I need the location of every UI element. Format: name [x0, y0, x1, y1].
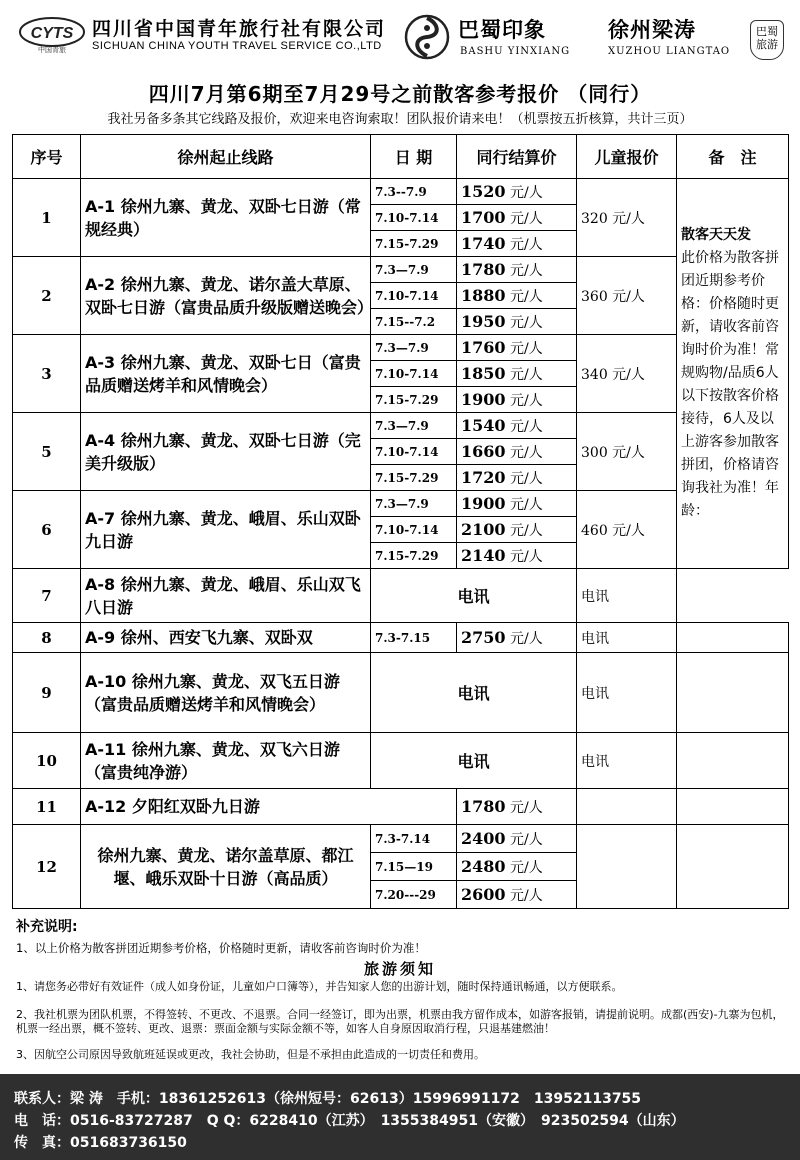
row-date: 7.20---29 [371, 881, 457, 909]
row-no: 8 [13, 623, 81, 653]
table-header-row [13, 135, 789, 179]
brand-name-en: BASHU YINXIANG [460, 46, 571, 57]
row-no: 5 [13, 413, 81, 491]
row-price: 1520 元/人 [457, 179, 577, 205]
row-route: A-12 夕阳红双卧九日游 [81, 789, 457, 825]
brand-name-cn: 巴蜀印象 [458, 18, 546, 42]
row-date: 7.15-7.29 [371, 387, 457, 413]
table-row [13, 179, 789, 205]
row-price: 1700 元/人 [457, 205, 577, 231]
row-price: 2140 元/人 [457, 543, 577, 569]
row-date: 7.3—7.9 [371, 335, 457, 361]
row-date: 7.3-7.14 [371, 825, 457, 853]
row-date: 7.15--7.2 [371, 309, 457, 335]
table-row [13, 491, 789, 517]
footer-contact-mobile: 联系人：梁 涛 手机：18361252613（徐州短号：62613）15996991172 13952113755 [14, 1091, 642, 1107]
row-no: 12 [13, 825, 81, 909]
footer-fax: 传 真：051683736150 [14, 1135, 187, 1151]
remarks-empty [677, 733, 789, 789]
table-row [13, 733, 789, 789]
remarks-empty [677, 789, 789, 825]
table-row [13, 569, 789, 623]
row-route: A-8 徐州九寨、黄龙、峨眉、乐山双飞八日游 [81, 569, 371, 623]
price-table [12, 134, 789, 909]
row-child-price: 340 元/人 [577, 335, 677, 413]
row-date: 7.10-7.14 [371, 439, 457, 465]
row-date: 7.15—19 [371, 853, 457, 881]
row-price: 1950 元/人 [457, 309, 577, 335]
company-name-en: SICHUAN CHINA YOUTH TRAVEL SERVICE CO.,LTD [92, 40, 382, 52]
table-row [13, 623, 789, 653]
row-child-price: 360 元/人 [577, 257, 677, 335]
row-price-phone: 电讯 [371, 733, 577, 789]
row-price: 1740 元/人 [457, 231, 577, 257]
row-route: A-9 徐州、西安飞九寨、双卧双 [81, 623, 371, 653]
row-route: A-1 徐州九寨、黄龙、双卧七日游（常规经典） [81, 179, 371, 257]
supplement-title: 补充说明: [16, 919, 78, 935]
row-route: A-7 徐州九寨、黄龙、峨眉、乐山双卧九日游 [81, 491, 371, 569]
row-child-price: 电讯 [577, 569, 677, 623]
row-date: 7.10-7.14 [371, 283, 457, 309]
header-note: 备 注 [677, 135, 789, 179]
row-price: 1900 元/人 [457, 491, 577, 517]
row-date: 7.3—7.9 [371, 413, 457, 439]
table-row [13, 825, 789, 853]
page-subtitle: 我社另备多条其它线路及报价，欢迎来电咨询索取！团队报价请来电！（机票按五折核算，共计三页） [107, 112, 693, 127]
table-row [13, 653, 789, 733]
row-price: 2750 元/人 [457, 623, 577, 653]
footer-phone-qq: 电 话：0516-83727287 Q Q：6228410（江苏） 1355384951（安徽） 923502594（山东） [14, 1113, 685, 1129]
letterhead [0, 0, 800, 72]
row-child-price: 300 元/人 [577, 413, 677, 491]
row-price: 1540 元/人 [457, 413, 577, 439]
row-no: 10 [13, 733, 81, 789]
header-date: 日 期 [371, 135, 457, 179]
taiji-brand-icon [404, 14, 450, 60]
table-row [13, 789, 789, 825]
remarks-title: 散客天天发 [681, 227, 751, 243]
supplement-item: 1、以上价格为散客拼团近期参考价格，价格随时更新，请收客前咨询时价为准！ [16, 941, 426, 955]
remarks-body: 此价格为散客拼团近期参考价格：价格随时更新，请收客前咨询时价为准！常规购物/品质6人以下按散客价格接待，6人及以上游客参加散客拼团，价格请咨询我社为准！年龄： [681, 250, 779, 519]
row-child-price: 320 元/人 [577, 179, 677, 257]
row-date: 7.3—7.9 [371, 257, 457, 283]
row-price: 2480 元/人 [457, 853, 577, 881]
row-price: 2400 元/人 [457, 825, 577, 853]
row-price-phone: 电讯 [371, 569, 577, 623]
header-no: 序号 [13, 135, 81, 179]
row-no: 6 [13, 491, 81, 569]
header-child: 儿童报价 [577, 135, 677, 179]
row-route: 徐州九寨、黄龙、诺尔盖草原、都江堰、峨乐双卧十日游（高品质） [81, 825, 371, 909]
row-date: 7.10-7.14 [371, 361, 457, 387]
row-route: A-10 徐州九寨、黄龙、双飞五日游（富贵品质赠送烤羊和风情晚会） [81, 653, 371, 733]
cyts-logo-icon [18, 14, 86, 54]
contact-footer [0, 1074, 800, 1160]
remarks-empty [677, 825, 789, 909]
svg-text:中国青旅: 中国青旅 [38, 46, 66, 54]
row-route: A-11 徐州九寨、黄龙、双飞六日游（富贵纯净游） [81, 733, 371, 789]
row-child-price: 电讯 [577, 733, 677, 789]
company-name-cn: 四川省中国青年旅行社有限公司 [92, 18, 387, 40]
row-child-price-empty [577, 789, 677, 825]
row-date: 7.15-7.29 [371, 465, 457, 491]
row-price: 2600 元/人 [457, 881, 577, 909]
row-price: 1760 元/人 [457, 335, 577, 361]
row-price: 1850 元/人 [457, 361, 577, 387]
row-date: 7.10-7.14 [371, 205, 457, 231]
notice-title: 旅游须知 [363, 960, 436, 978]
row-no: 9 [13, 653, 81, 733]
row-route: A-4 徐州九寨、黄龙、双卧七日游（完美升级版） [81, 413, 371, 491]
row-date: 7.3-7.15 [371, 623, 457, 653]
header-price: 同行结算价 [457, 135, 577, 179]
row-route: A-2 徐州九寨、黄龙、诺尔盖大草原、双卧七日游（富贵品质升级版赠送晚会） [81, 257, 371, 335]
row-date: 7.3—7.9 [371, 491, 457, 517]
bashu-stamp-icon: 巴蜀旅游 [750, 20, 784, 60]
row-route: A-3 徐州九寨、黄龙、双卧七日（富贵品质赠送烤羊和风情晚会） [81, 335, 371, 413]
row-price: 1720 元/人 [457, 465, 577, 491]
row-date: 7.10-7.14 [371, 517, 457, 543]
page-title: 四川7月第6期至7月29号之前散客参考报价 （同行） [148, 82, 652, 106]
row-price: 1780 元/人 [457, 257, 577, 283]
agent-name-cn: 徐州梁涛 [608, 18, 696, 42]
row-no: 11 [13, 789, 81, 825]
row-no: 3 [13, 335, 81, 413]
table-row [13, 257, 789, 283]
svg-text:CYTS: CYTS [30, 25, 74, 42]
row-no: 2 [13, 257, 81, 335]
remarks-empty [677, 623, 789, 653]
table-row [13, 413, 789, 439]
row-child-price: 电讯 [577, 653, 677, 733]
notice-item: 1、请您务必带好有效证件（成人如身份证，儿童如户口簿等），并告知家人您的出游计划，随时保持通讯畅通，以方便联系。 [16, 980, 623, 993]
header-route: 徐州起止线路 [81, 135, 371, 179]
row-child-price: 电讯 [577, 623, 677, 653]
row-price: 1900 元/人 [457, 387, 577, 413]
row-date: 7.15-7.29 [371, 231, 457, 257]
row-date: 7.3--7.9 [371, 179, 457, 205]
row-child-price: 460 元/人 [577, 491, 677, 569]
row-price: 2100 元/人 [457, 517, 577, 543]
remarks-cell [677, 179, 789, 569]
row-date: 7.15-7.29 [371, 543, 457, 569]
row-price: 1880 元/人 [457, 283, 577, 309]
remarks-empty [677, 653, 789, 733]
notice-item: 2、我社机票为团队机票，不得签转、不更改、不退票。合同一经签订，即为出票，机票由我方留作成本，如游客报销，请提前说明。成都(西安)-九寨为包机，机票一经出票，概不签转、更改、退票：票面金额与实际金额不等，如客人自身原因取消行程，只退基建燃油！ [16, 1008, 784, 1035]
row-no: 7 [13, 569, 81, 623]
row-price: 1780 元/人 [457, 789, 577, 825]
row-price-phone: 电讯 [371, 653, 577, 733]
agent-name-en: XUZHOU LIANGTAO [608, 46, 731, 57]
notice-item: 3、因航空公司原因导致航班延误或更改，我社会协助，但是不承担由此造成的一切责任和费用。 [16, 1048, 485, 1061]
row-no: 1 [13, 179, 81, 257]
row-price: 1660 元/人 [457, 439, 577, 465]
row-child-price-empty [577, 825, 677, 909]
table-row [13, 335, 789, 361]
